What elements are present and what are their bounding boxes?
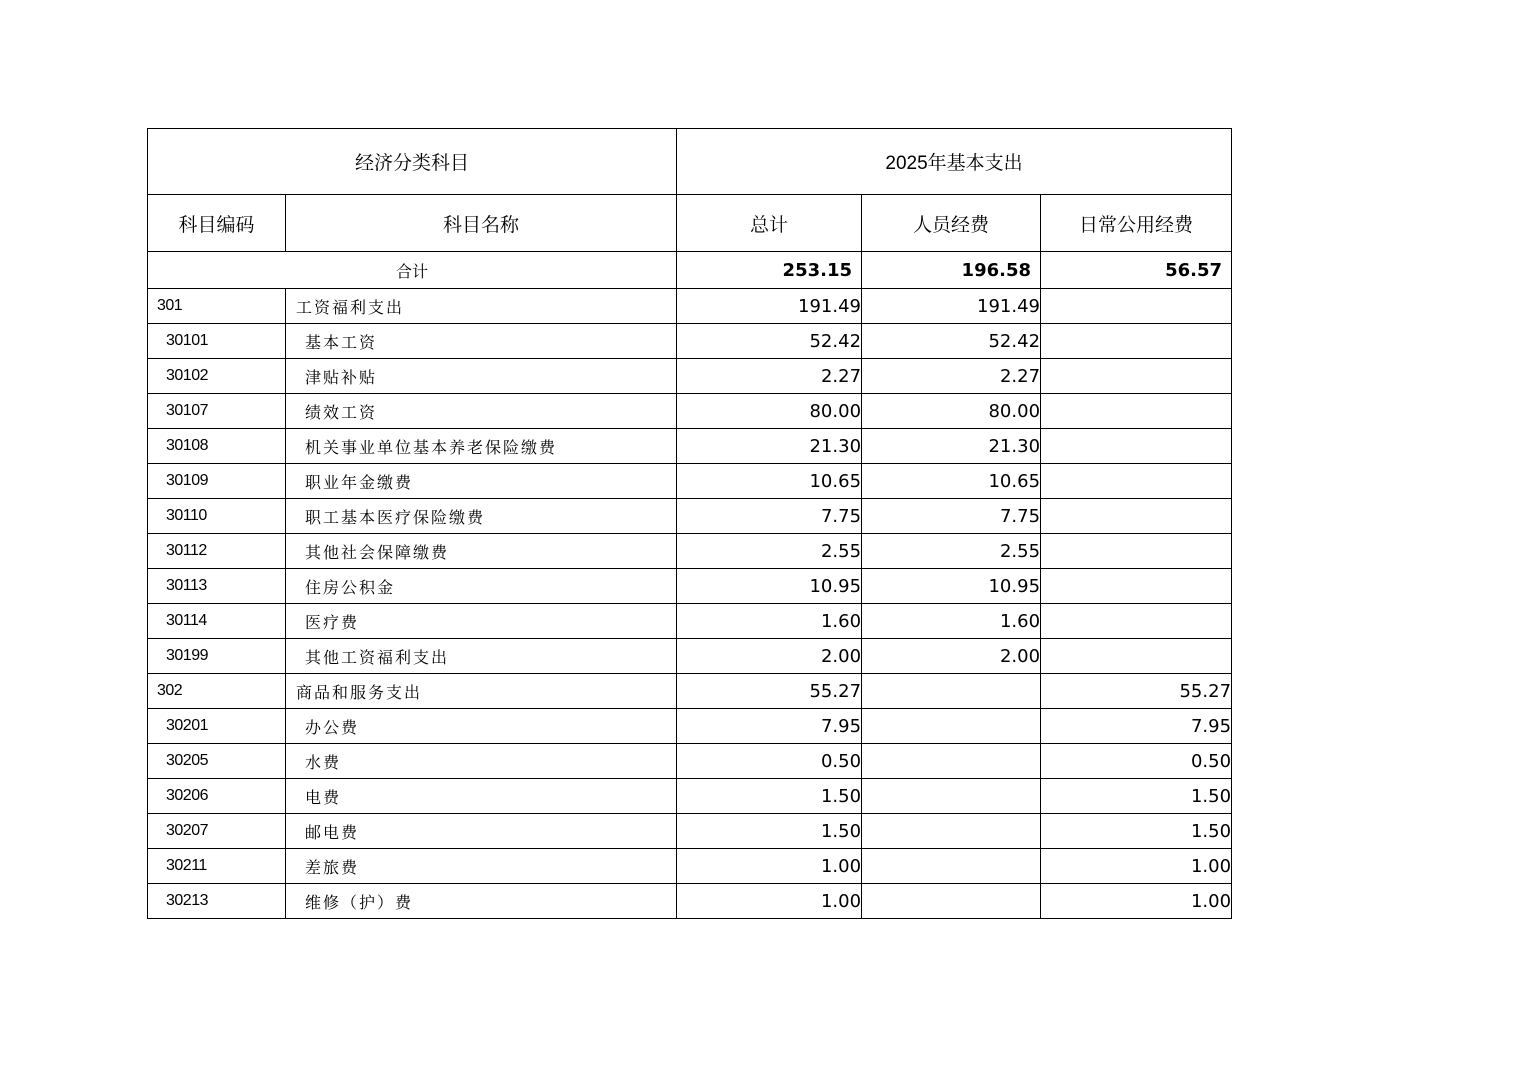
total-cell: 0.50 <box>677 744 862 779</box>
total-cell: 10.95 <box>677 569 862 604</box>
total-cell: 191.49 <box>677 289 862 324</box>
subject-code-cell: 301 <box>148 289 286 324</box>
subject-code-cell: 30110 <box>148 499 286 534</box>
table-row <box>148 359 1232 394</box>
subject-name-cell: 津贴补贴 <box>286 359 677 394</box>
public-expense-cell: 55.27 <box>1041 674 1232 709</box>
personnel-expense-cell <box>862 779 1041 814</box>
public-expense-cell <box>1041 429 1232 464</box>
total-cell: 2.27 <box>677 359 862 394</box>
public-expense-cell <box>1041 639 1232 674</box>
subject-code-cell: 30112 <box>148 534 286 569</box>
total-row <box>148 252 1232 289</box>
subject-name-cell: 商品和服务支出 <box>286 674 677 709</box>
personnel-expense-cell: 80.00 <box>862 394 1041 429</box>
table-row <box>148 779 1232 814</box>
public-expense-cell <box>1041 324 1232 359</box>
total-cell: 55.27 <box>677 674 862 709</box>
total-cell: 1.60 <box>677 604 862 639</box>
table-row <box>148 394 1232 429</box>
subject-name-cell: 邮电费 <box>286 814 677 849</box>
personnel-expense-cell <box>862 674 1041 709</box>
total-cell: 21.30 <box>677 429 862 464</box>
public-expense-cell: 1.50 <box>1041 779 1232 814</box>
total-cell: 2.00 <box>677 639 862 674</box>
header-row-columns <box>148 195 1232 252</box>
subject-name-cell: 住房公积金 <box>286 569 677 604</box>
table-row <box>148 499 1232 534</box>
personnel-expense-cell: 52.42 <box>862 324 1041 359</box>
total-public: 56.57 <box>1041 252 1232 289</box>
public-expense-cell: 7.95 <box>1041 709 1232 744</box>
personnel-expense-cell: 1.60 <box>862 604 1041 639</box>
total-cell: 1.50 <box>677 814 862 849</box>
subject-code-cell: 30201 <box>148 709 286 744</box>
header-total: 总计 <box>677 195 862 252</box>
subject-code-cell: 30101 <box>148 324 286 359</box>
personnel-expense-cell: 7.75 <box>862 499 1041 534</box>
subject-code-cell: 30199 <box>148 639 286 674</box>
header-row-group <box>148 129 1232 195</box>
personnel-expense-cell <box>862 744 1041 779</box>
subject-name-cell: 医疗费 <box>286 604 677 639</box>
public-expense-cell: 1.00 <box>1041 884 1232 919</box>
subject-name-cell: 职工基本医疗保险缴费 <box>286 499 677 534</box>
total-cell: 1.00 <box>677 884 862 919</box>
subject-name-cell: 办公费 <box>286 709 677 744</box>
subject-name-cell: 职业年金缴费 <box>286 464 677 499</box>
subject-code-cell: 302 <box>148 674 286 709</box>
table-row <box>148 709 1232 744</box>
personnel-expense-cell: 10.65 <box>862 464 1041 499</box>
header-public-expense: 日常公用经费 <box>1041 195 1232 252</box>
subject-code-cell: 30108 <box>148 429 286 464</box>
total-cell: 7.95 <box>677 709 862 744</box>
table-row <box>148 674 1232 709</box>
subject-name-cell: 其他社会保障缴费 <box>286 534 677 569</box>
total-cell: 10.65 <box>677 464 862 499</box>
public-expense-cell: 0.50 <box>1041 744 1232 779</box>
header-subject-code: 科目编码 <box>148 195 286 252</box>
header-subject-name: 科目名称 <box>286 195 677 252</box>
table-row <box>148 324 1232 359</box>
subject-name-cell: 差旅费 <box>286 849 677 884</box>
subject-code-cell: 30113 <box>148 569 286 604</box>
basic-expenditure-table <box>147 128 1232 919</box>
subject-code-cell: 30205 <box>148 744 286 779</box>
total-label: 合计 <box>148 252 677 289</box>
personnel-expense-cell: 2.00 <box>862 639 1041 674</box>
total-personnel: 196.58 <box>862 252 1041 289</box>
subject-name-cell: 电费 <box>286 779 677 814</box>
table-row <box>148 604 1232 639</box>
table-row <box>148 744 1232 779</box>
table-row <box>148 464 1232 499</box>
subject-code-cell: 30206 <box>148 779 286 814</box>
personnel-expense-cell <box>862 849 1041 884</box>
subject-name-cell: 机关事业单位基本养老保险缴费 <box>286 429 677 464</box>
public-expense-cell: 1.00 <box>1041 849 1232 884</box>
subject-code-cell: 30114 <box>148 604 286 639</box>
personnel-expense-cell: 21.30 <box>862 429 1041 464</box>
table-row <box>148 884 1232 919</box>
subject-code-cell: 30207 <box>148 814 286 849</box>
public-expense-cell <box>1041 569 1232 604</box>
total-cell: 1.00 <box>677 849 862 884</box>
public-expense-cell <box>1041 604 1232 639</box>
subject-name-cell: 维修（护）费 <box>286 884 677 919</box>
personnel-expense-cell <box>862 884 1041 919</box>
public-expense-cell <box>1041 394 1232 429</box>
subject-name-cell: 基本工资 <box>286 324 677 359</box>
subject-code-cell: 30109 <box>148 464 286 499</box>
public-expense-cell <box>1041 534 1232 569</box>
header-economic-classification: 经济分类科目 <box>148 129 677 195</box>
personnel-expense-cell: 191.49 <box>862 289 1041 324</box>
personnel-expense-cell: 2.55 <box>862 534 1041 569</box>
subject-code-cell: 30213 <box>148 884 286 919</box>
total-cell: 52.42 <box>677 324 862 359</box>
total-sum: 253.15 <box>677 252 862 289</box>
table-row <box>148 289 1232 324</box>
table-row <box>148 569 1232 604</box>
personnel-expense-cell: 2.27 <box>862 359 1041 394</box>
personnel-expense-cell <box>862 814 1041 849</box>
table-row <box>148 849 1232 884</box>
public-expense-cell <box>1041 289 1232 324</box>
table-row <box>148 639 1232 674</box>
subject-name-cell: 水费 <box>286 744 677 779</box>
subject-name-cell: 工资福利支出 <box>286 289 677 324</box>
personnel-expense-cell <box>862 709 1041 744</box>
total-cell: 7.75 <box>677 499 862 534</box>
total-cell: 2.55 <box>677 534 862 569</box>
public-expense-cell <box>1041 359 1232 394</box>
table-row <box>148 814 1232 849</box>
subject-name-cell: 其他工资福利支出 <box>286 639 677 674</box>
total-cell: 1.50 <box>677 779 862 814</box>
total-cell: 80.00 <box>677 394 862 429</box>
table-row <box>148 534 1232 569</box>
header-basic-expenditure-2025: 2025年基本支出 <box>677 129 1232 195</box>
header-personnel-expense: 人员经费 <box>862 195 1041 252</box>
subject-code-cell: 30211 <box>148 849 286 884</box>
subject-name-cell: 绩效工资 <box>286 394 677 429</box>
table-row <box>148 429 1232 464</box>
subject-code-cell: 30102 <box>148 359 286 394</box>
public-expense-cell: 1.50 <box>1041 814 1232 849</box>
subject-code-cell: 30107 <box>148 394 286 429</box>
personnel-expense-cell: 10.95 <box>862 569 1041 604</box>
public-expense-cell <box>1041 464 1232 499</box>
public-expense-cell <box>1041 499 1232 534</box>
